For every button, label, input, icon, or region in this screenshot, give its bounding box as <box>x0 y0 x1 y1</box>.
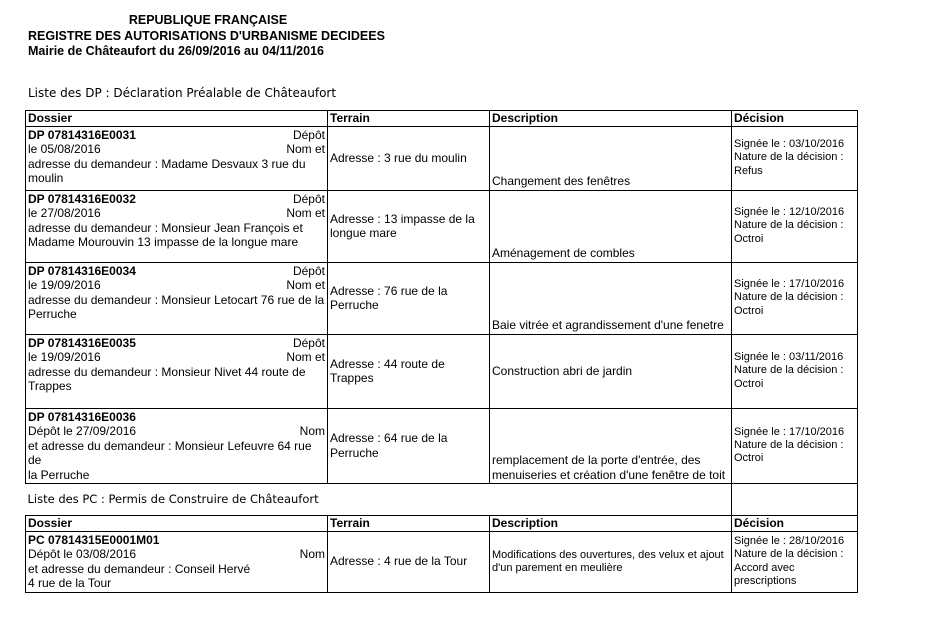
dossier-id: DP 07814316E0032 <box>28 191 136 206</box>
pc-list-title: Liste des PC : Permis de Construire de Châteaufort <box>26 484 732 516</box>
decision-cell <box>732 334 858 408</box>
description-cell: Modifications des ouvertures, des velux et ajout d'un parement en meulière <box>490 531 732 592</box>
table-row <box>26 126 858 190</box>
nature-label: Nature de la décision : <box>734 364 844 377</box>
terrain-cell: Adresse : 13 impasse de la longue mare <box>328 190 490 262</box>
description-cell: Aménagement de combles <box>490 190 732 262</box>
dossier-id: DP 07814316E0034 <box>28 263 136 278</box>
description-cell: Changement des fenêtres <box>490 126 732 190</box>
mairie-period: Mairie de Châteaufort du 26/09/2016 au 04/11/2016 <box>28 44 324 58</box>
col-dossier: Dossier <box>26 516 328 532</box>
republic-title: REPUBLIQUE FRANÇAISE <box>128 13 288 27</box>
document-header <box>28 13 388 60</box>
nom-label: Nom <box>299 424 325 438</box>
col-description: Description <box>490 516 732 532</box>
depot-date: le 27/08/2016 <box>28 206 101 220</box>
signee-date: Signée le : 17/10/2016 <box>734 425 845 438</box>
demandeur-line: adresse du demandeur : Monsieur Jean François et <box>28 220 303 235</box>
signee-date: Signée le : 28/10/2016 <box>734 535 845 548</box>
decision-value: Refus <box>734 164 763 177</box>
table-row <box>26 531 858 592</box>
decision-value: Octroi <box>734 377 764 390</box>
nature-label: Nature de la décision : <box>734 291 844 304</box>
pc-header-row <box>26 516 858 532</box>
dp-list-title: Liste des DP : Déclaration Préalable de Châteaufort <box>28 86 337 100</box>
demandeur-line: Madame Mourouvin 13 impasse de la longue mare <box>28 235 299 249</box>
col-terrain: Terrain <box>328 516 490 532</box>
decision-value: Octroi <box>734 452 764 465</box>
dossier-cell <box>26 531 328 592</box>
dossier-cell <box>26 126 328 190</box>
depot-label: Dépôt <box>292 263 325 278</box>
terrain-cell: Adresse : 3 rue du moulin <box>328 126 490 190</box>
table-row <box>26 190 858 262</box>
decision-cell <box>732 408 858 484</box>
demandeur-line: moulin <box>28 171 64 185</box>
dossier-id: PC 07814315E0001M01 <box>28 532 160 547</box>
dossier-cell <box>26 334 328 408</box>
nom-label: Nom et <box>286 142 325 156</box>
description-cell: Construction abri de jardin <box>490 334 732 408</box>
demandeur-line: 4 rue de la Tour <box>28 576 112 590</box>
decision-cell <box>732 126 858 190</box>
dossier-cell <box>26 408 328 484</box>
demandeur-line: et adresse du demandeur : Monsieur Lefeuvre 64 rue de <box>28 438 312 467</box>
terrain-cell: Adresse : 76 rue de la Perruche <box>328 262 490 334</box>
col-dossier: Dossier <box>26 111 328 127</box>
decision-cell <box>732 190 858 262</box>
depot-label: Dépôt <box>292 335 325 350</box>
nature-label: Nature de la décision : <box>734 548 844 561</box>
demandeur-line: Trappes <box>28 379 72 393</box>
nature-label: Nature de la décision : <box>734 219 844 232</box>
dossier-cell <box>26 262 328 334</box>
decision-cell <box>732 262 858 334</box>
decision-value: Octroi <box>734 304 764 317</box>
demandeur-line: la Perruche <box>28 467 90 482</box>
nom-label: Nom <box>299 547 325 561</box>
signee-date: Signée le : 17/10/2016 <box>734 278 845 291</box>
depot-date: le 19/09/2016 <box>28 350 101 364</box>
register-title: REGISTRE DES AUTORISATIONS D'URBANISME DECIDEES <box>28 28 385 43</box>
demandeur-line: adresse du demandeur : Monsieur Nivet 44 route de <box>28 364 306 379</box>
signee-date: Signée le : 12/10/2016 <box>734 206 845 219</box>
terrain-cell: Adresse : 44 route de Trappes <box>328 334 490 408</box>
dossier-cell <box>26 190 328 262</box>
dp-table <box>25 110 858 593</box>
demandeur-line: adresse du demandeur : Madame Desvaux 3 rue du <box>28 156 306 171</box>
table-row <box>26 408 858 484</box>
dp-header-row <box>26 111 858 127</box>
demandeur-line: adresse du demandeur : Monsieur Letocart 76 rue de la <box>28 292 325 307</box>
table-row <box>26 262 858 334</box>
description-cell: Baie vitrée et agrandissement d'une fenetre <box>490 262 732 334</box>
dossier-id: DP 07814316E0035 <box>28 335 136 350</box>
depot-label: Dépôt <box>292 127 325 142</box>
dossier-id: DP 07814316E0036 <box>28 409 136 424</box>
table-row <box>26 334 858 408</box>
nom-label: Nom et <box>286 278 325 292</box>
dossier-id: DP 07814316E0031 <box>28 127 136 142</box>
col-description: Description <box>490 111 732 127</box>
depot-date: Dépôt le 03/08/2016 <box>28 547 137 561</box>
pc-section-row <box>26 484 858 516</box>
depot-date: le 19/09/2016 <box>28 278 101 292</box>
signee-date: Signée le : 03/11/2016 <box>734 351 844 364</box>
empty-cell <box>732 484 858 516</box>
col-terrain: Terrain <box>328 111 490 127</box>
demandeur-line: et adresse du demandeur : Conseil Hervé <box>28 561 251 576</box>
terrain-cell: Adresse : 4 rue de la Tour <box>328 531 490 592</box>
decision-cell <box>732 531 858 592</box>
depot-date: Dépôt le 27/09/2016 <box>28 424 137 438</box>
description-cell: remplacement de la porte d'entrée, des menuiseries et création d'une fenêtre de toit <box>490 408 732 484</box>
demandeur-line: Perruche <box>28 307 77 321</box>
depot-label: Dépôt <box>292 191 325 206</box>
nature-label: Nature de la décision : <box>734 439 844 452</box>
col-decision: Décision <box>732 516 858 532</box>
decision-value: Octroi <box>734 232 764 245</box>
col-decision: Décision <box>732 111 858 127</box>
nom-label: Nom et <box>286 350 325 364</box>
signee-date: Signée le : 03/10/2016 <box>734 138 845 151</box>
depot-date: le 05/08/2016 <box>28 142 101 156</box>
nature-label: Nature de la décision : <box>734 151 844 164</box>
nom-label: Nom et <box>286 206 325 220</box>
decision-value: Accord avec prescriptions <box>734 561 797 587</box>
terrain-cell: Adresse : 64 rue de la Perruche <box>328 408 490 484</box>
